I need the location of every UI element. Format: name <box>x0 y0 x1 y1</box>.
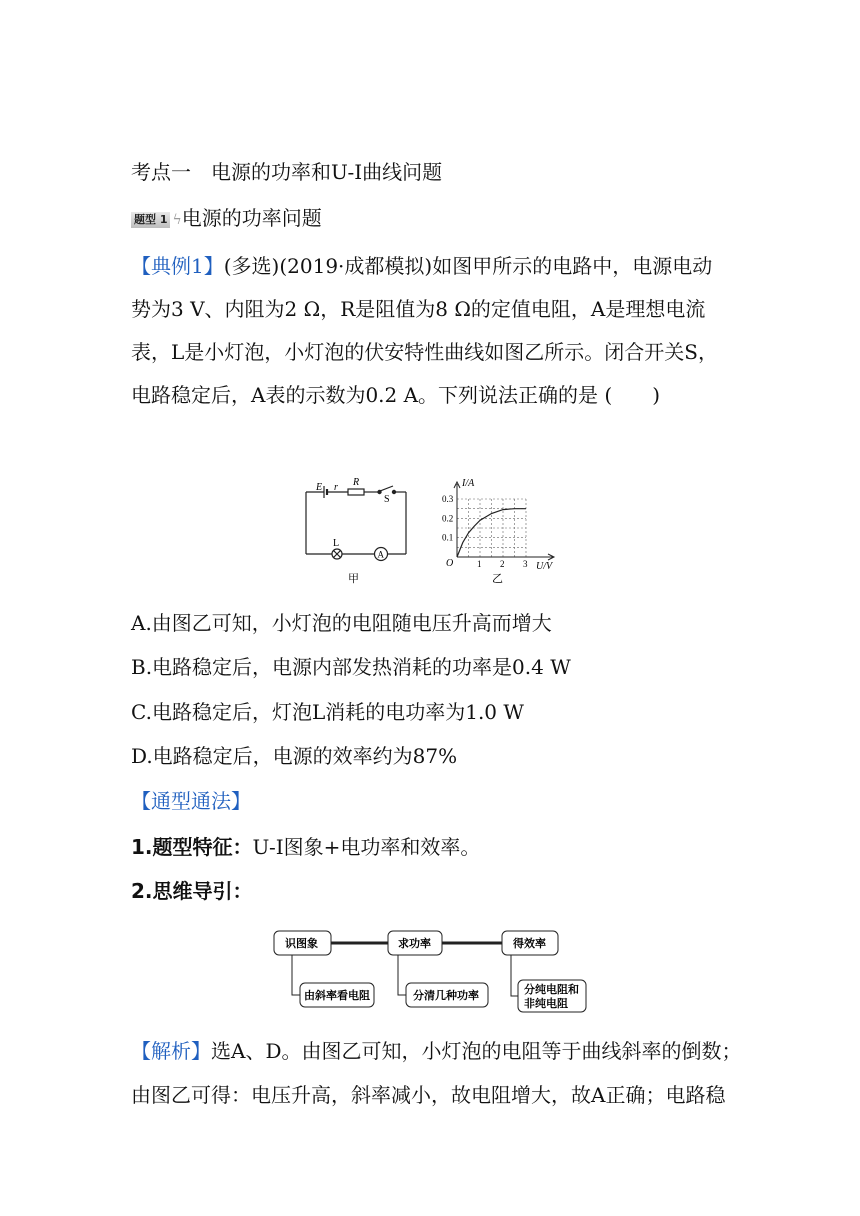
label-r: r <box>334 482 338 493</box>
example-line-2: 势为3 V、内阻为2 Ω，R是阻值为8 Ω的定值电阻，A是理想电流 <box>131 297 706 321</box>
label-R: R <box>353 477 360 488</box>
analysis-line-2: 由图乙可得：电压升高，斜率减小，故电阻增大，故A正确；电路稳 <box>131 1083 726 1107</box>
lightning-icon: ϟ <box>172 211 182 228</box>
example-line-4: 电路稳定后，A表的示数为0.2 A。下列说法正确的是 ( ) <box>131 383 661 407</box>
flow-box-find-power: 求功率 <box>398 937 431 950</box>
flow-box-pure-resistance-line-1: 分纯电阻和 <box>524 983 579 996</box>
x-tick-label: 2 <box>500 559 505 569</box>
example-text-1: (多选)(2019·成都模拟)如图甲所示的电路中，电源电动 <box>223 254 713 278</box>
question-type-badge: 题型 1 <box>131 212 170 228</box>
question-type-title: 电源的功率问题 <box>181 206 322 230</box>
method-item-1-label: 1.题型特征： <box>131 835 253 859</box>
thinking-flow-diagram <box>272 926 592 1014</box>
x-tick-label: 1 <box>477 559 482 569</box>
flow-box-get-efficiency: 得效率 <box>513 937 546 950</box>
y-tick-label: 0.3 <box>442 494 454 504</box>
iu-chart <box>440 474 570 586</box>
example-line-3: 表，L是小灯泡，小灯泡的伏安特性曲线如图乙所示。闭合开关S， <box>131 340 718 364</box>
example-tag: 【典例1】 <box>131 254 224 278</box>
analysis-tag: 【解析】 <box>131 1039 211 1063</box>
method-item-1-text: U-I图象+电功率和效率。 <box>252 835 481 859</box>
label-L: L <box>333 538 340 549</box>
chart-caption: 乙 <box>492 573 503 585</box>
option-b: B.电路稳定后，电源内部发热消耗的功率是0.4 W <box>131 655 571 679</box>
label-S: S <box>384 494 390 505</box>
y-tick-label: 0.1 <box>442 532 454 543</box>
question-type-heading <box>131 204 322 234</box>
method-item-2: 2.思维导引： <box>131 879 253 903</box>
analysis-line-1 <box>131 1037 741 1065</box>
option-d: D.电路稳定后，电源的效率约为87% <box>131 744 458 768</box>
flow-box-slope-resistance: 由斜率看电阻 <box>304 989 370 1002</box>
label-A: A <box>377 549 384 560</box>
label-E: E <box>316 482 323 493</box>
method-item-1 <box>131 833 480 861</box>
chart-origin: O <box>446 558 454 569</box>
option-c: C.电路稳定后，灯泡L消耗的电功率为1.0 W <box>131 700 524 724</box>
chart-ylabel: I/A <box>462 478 475 489</box>
analysis-text-1: 选A、D。由图乙可知，小灯泡的电阻等于曲线斜率的倒数； <box>211 1039 742 1063</box>
circuit-caption: 甲 <box>348 573 359 585</box>
option-a: A.由图乙可知，小灯泡的电阻随电压升高而增大 <box>131 611 552 635</box>
method-tag: 【通型通法】 <box>131 789 251 813</box>
flow-box-identify-graph: 识图象 <box>285 937 318 950</box>
flow-box-power-types: 分清几种功率 <box>413 989 479 1002</box>
x-tick-label: 3 <box>523 559 528 569</box>
flow-box-pure-resistance-line-2: 非纯电阻 <box>524 997 568 1010</box>
example-line-1 <box>131 252 712 280</box>
chart-xlabel: U/V <box>536 561 553 572</box>
y-tick-label: 0.2 <box>442 513 454 524</box>
circuit-diagram <box>296 474 416 586</box>
section-title: 考点一 电源的功率和U-I曲线问题 <box>131 160 443 184</box>
